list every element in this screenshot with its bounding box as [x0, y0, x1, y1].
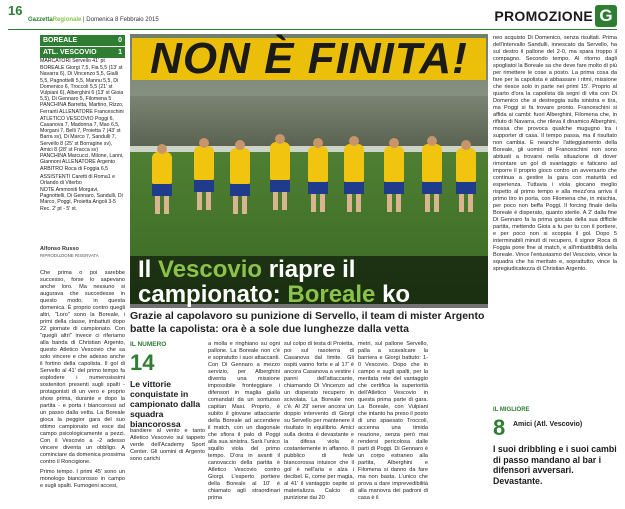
scoreboard — [40, 35, 125, 59]
player-figure — [270, 142, 290, 180]
headline — [130, 256, 488, 308]
il-migliore-text: I suoi dribbling e i suoi cambi di passo mandano al bar i difensori avversari. Devastante. — [493, 444, 617, 486]
top-divider — [8, 29, 617, 30]
headline-part3: ko — [382, 281, 411, 308]
player-figure — [152, 152, 172, 184]
tabellino-assistants: ASSISTENTI Caretti di Roma1 e Orlando di Viterbo — [40, 173, 115, 186]
il-numero-value: 14 — [130, 350, 155, 375]
tabellino-home-lineup: BOREALE Giorgi 7,5, Fia 5,5 (13' st Navarra 6), Di Vincenzo 5,5, Gialli 5,5, Pagnottelli 5,5, Mannu 5,5, Di Domenico 6, Troccoli 5,5 (21' st Vulpiani 6), Alberghini 6 (13' st Gioia 5,5), Di Gennaro 5, Filomena 5 PANCHINA Barretta, Martino, Rizzo, Ferranti ALLENATORE Franceschini — [40, 65, 124, 115]
tabellino-referee: ARBITRO Roca di Foggia 6,5 — [40, 166, 109, 173]
author-rights: RIPRODUZIONE RISERVATA — [40, 253, 99, 258]
home-team-name: BOREALE — [43, 37, 78, 44]
il-numero-label: IL NUMERO — [130, 341, 167, 348]
tabellino-away-lineup: ATLETICO VESCOVIO Poggi 6, Casanova 7, Madonna 7, Mao 6,5, Morgani 7, Belli 7, Proietta 7 (43' st Barra sv), Di Marco 7, Sandulli 7, Servello 8 (25' st Borragine sv), Amici 8 (28' st Fracca sv) PANCHINA Marcucci, Milone, Lanni, Giannoni ALLENATORE Argento — [40, 115, 124, 166]
headline-team2: Boreale — [287, 281, 376, 308]
player-figure — [422, 144, 442, 182]
banner-title: NON È FINITA! — [150, 34, 468, 83]
player-figure — [194, 146, 214, 180]
author-name: Alfonso Russo — [40, 246, 79, 252]
section-title: PROMOZIONE — [494, 8, 593, 24]
il-migliore-name: Amici (Atl. Vescovio) — [513, 421, 583, 428]
headline-part1: Il — [138, 256, 152, 283]
article-column-1: bandiere al vento e tanto Atletico Vescovio sul tappeto verde dell'Academy Sport Center. Gli uomini di Argento sono carichi — [130, 428, 205, 462]
section-logo: G — [595, 5, 617, 27]
home-team-row — [40, 35, 125, 46]
article-text-left-2: Primo tempo. I primi 45' sono un monologo biancorosso in campo e sugli spalti. Fumogeni accesi, — [40, 469, 125, 489]
masthead-gazzetta: Gazzetta — [28, 17, 53, 23]
player-figure — [308, 146, 328, 182]
il-migliore-label: IL MIGLIORE — [493, 407, 530, 413]
tabellino-notes: NOTE Ammoniti Morgavi, Pagnottelli, Di Gennaro, Sandulli, Di Marco, Poggi, Proietta Angoli 3-5 Rec. 2' pt - 5' st. — [40, 187, 123, 212]
player-figure — [456, 148, 476, 182]
article-column-4: metri, sul pallone Servello, palla a scavalcare la barriera e Giorgi battuto: 1-0 Vescovio. Dopo che in campo e sugli spalti, per la meritata rete del vantaggio che certifica la superiorità dell'Atletico Vescovio in questa prima parte di gara. La Boreale, con Vulpiani che intanto ha preso il posto di uno spaesato Troccoli, accenna una timida reazione, senza però mai rendersi pericolosa dalle parti di Poggi. Di Gennaro è un corpo estraneo alla partita, Alberghini e Filomena si danno da fare ma non basta. L'unico che prova a dare imprevedibilità alla manovra dei padroni di casa è il — [358, 341, 428, 501]
article-text-left: Che prima o poi sarebbe successo, forse lo sapevano anche loro. Ma nessuno si augurava che succedesse in questo modo, in questa domenica. È proprio contro quegli altri, "Loro" sono la Boreale, i primi della classe, imbattuti dopo 22 giornate di campionato. Con "quegli altri" invece ci riferiamo alla banda di Christian Argento, questo Atletico Vescovio che sa solo vincere e che adesso anche il fortino della capolista. Il gol di Servello al 41' del primo tempo fa esplodere i numerosissimi sostenitori presenti sugli spalti - protagonisti di un vero e proprio show prima, durante e dopo la partita - e porta i biancorossi ad un passo dalla vetta. La Boreale gioca la peggior gara del suo ottimo campionato ed esce dal campo psicologicamente a pezzi. Con il Vescovio a -2 adesso vincere diventa un obbligo. A cominciare da domenica prossima contro il Roncigione. — [40, 270, 125, 465]
tabellino-scorers: MARCATORI Servello 41' pt — [40, 58, 105, 64]
player-figure — [384, 146, 404, 182]
il-numero-text: Le vittorie conquistate in campionato dalla squadra biancorossa — [130, 379, 201, 429]
player-figure — [230, 148, 250, 184]
article-column-3: sul colpo di testa di Proietta, poi sul rasoterra di Casanova dal limite. Gli ospiti vanno forte e al 17' è ancora Casanova a vestire i panni dell'attaccante, chiamando Di Vincenzo ad un disperato recupero in scivolata. La Boreale non c'è. Al 29' serve ancora un doppio intervento di Giorgi su Servello per mantenere il risultato in equilibrio. Amici sulla destra è devastante e la difesa viola è costantemente in affanno. Il pubblico di fede biancorossa intuisce che il gol è nell'aria e alza i decibel. E, come per magia, al 41' il vantaggio ospite si materializza. Calcio di punizione dai 20 — [284, 341, 354, 501]
headline-team1: Vescovio — [158, 256, 263, 283]
article-column-right: neo acquisto Di Domenico, senza risultati. Prima dell'intervallo Sandulli, innescato da Servello, ha sul destro il pallone del 2-0, ma spara troppo il compagno. Secondo tempo. Al ritorno dagli spogliatoi la Boreale sa che deve fare molto di più per rimettere le cose a posto. La prima cosa da fare per la capolista è abbassare i ritmi, missione che riesce solo in parte nei primi 15'. Proprio al quarto d'ora la capolista dà segni di vita con Di Domenico che si destreggia sulla sinistra e tira, ma Poggi si fa trovare pronto. Franceschini si affida ai cambi: fuori Alberghini, Filomena che, in rifiuto di Navarra, che rileva il dinamico Alberghini, mossa che provoca qualche mugugno tra i supporter di casa. Il tempo passa, ma il risultato non cambia. E neanche l'atteggiamento della Boreale, gli uomini di Franceschini non sono abituati a trovarsi nella situazione di dover rimontare un gol di svantaggio e faticano ad imporre il proprio gioco contro un avversario che continua a gestire la gara con maturità ed esperienza. Tuttavia i viola giocano meglio rispetto al primo tempo e alla mezz'ora arriva il primo tiro in porta, con Filomena che, in mischia, per poco non beffa Poggi. Il forcing finale della Boreale è disperato, quanto sterile. A 2' dalla fine Di Gennaro fa la prima giocata della sua difficile partita, mettendo Gioia a tu per tu con il portiere, e per poco non si scoppia il gol. Dopo 5 interminabili minuti di recupero, il signor Roca di Foggia pone fine al match, e all'imbattibilità della Boreale. Vince l'entusiasmo del Vescovio, vince la squadra che ha meritato e, soprattutto, vince la spregiudicatezza di Christian Argento. — [493, 35, 617, 272]
il-migliore-rating: 8 — [493, 415, 506, 440]
masthead: GazzettaRegionale | Domenica 8 Febbraio 2015 — [28, 17, 159, 23]
masthead-regionale: Regionale — [52, 17, 82, 23]
away-team-score: 1 — [118, 49, 122, 56]
subtitle: Grazie al capolavoro su punizione di Servello, il team di mister Argento batte la capolista: ora è a sole due lunghezze dalla vetta — [130, 310, 485, 335]
match-report-box — [40, 58, 125, 213]
player-figure — [344, 144, 364, 182]
masthead-date: Domenica 8 Febbraio 2015 — [86, 17, 159, 23]
page-number: 16 — [8, 3, 23, 18]
away-team-name: ATL. VESCOVIO — [43, 49, 97, 56]
article-column-2: a molla e ringhiano su ogni pallone. La Boreale non c'è e sopratutto i suoi attaccanti. Con Di Gennaro a mezzo servizio, per Alberghini diventa una missione impossibile fronteggiare i difensori in maglia gialla comandati da un sontuoso capitan Masi. Proprio, è subito il giovane attaccante della Boreale ad accendere il match, con un diagonale che sfiora il palo di Poggi alla sua sinistra. Sarà l'unico squillo viola del primo tempo. D'ora in avanti il canovaccio della partita è Atletico Vescovio contro Giorgi. L'esperto portiere della Boreale al 10' è chiamato agli straordinari prima — [208, 341, 280, 501]
headline-part2: riapre il campionato: — [138, 256, 356, 308]
away-team-row — [40, 47, 125, 58]
article-column-left — [40, 270, 125, 490]
home-team-score: 0 — [118, 37, 122, 44]
